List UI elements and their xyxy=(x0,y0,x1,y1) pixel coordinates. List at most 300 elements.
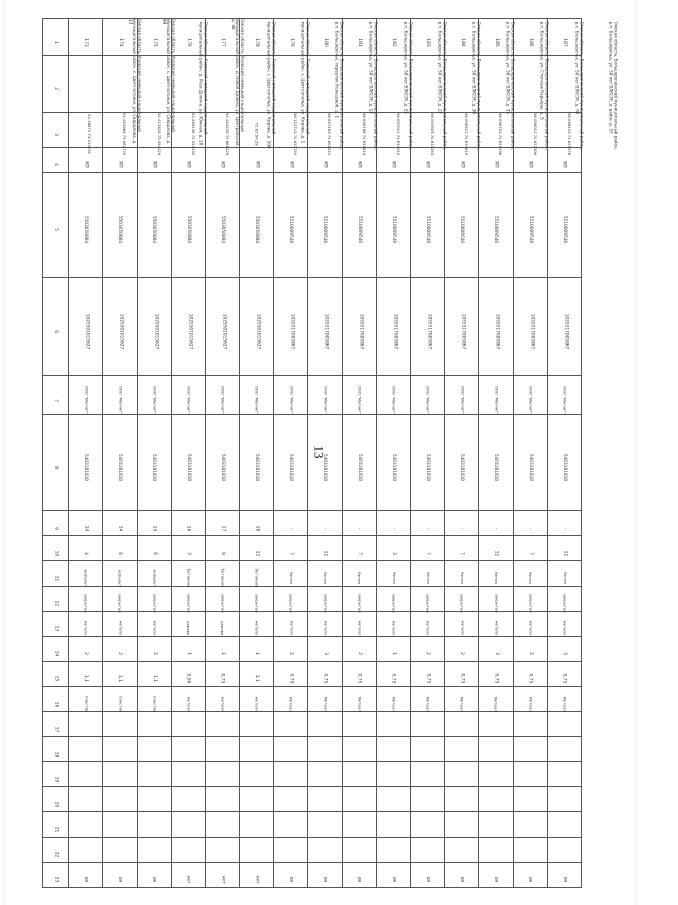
table-field-row xyxy=(43,686,582,711)
table-cell xyxy=(137,837,171,862)
table-cell xyxy=(240,561,274,586)
table-cell xyxy=(240,862,274,887)
cell-text-c15: 0,75 xyxy=(390,673,396,684)
cell-text-coords: 56.097014 74.634010 xyxy=(396,113,402,156)
cell-text-c12: закрытая xyxy=(459,593,465,613)
cell-text-c13: металл xyxy=(118,621,124,636)
table-cell xyxy=(547,787,581,812)
cell-text-type: КП xyxy=(185,161,191,168)
table-cell xyxy=(411,661,445,686)
table-cell xyxy=(171,837,205,862)
cell-text-c14: 3 xyxy=(561,652,567,656)
table-cell xyxy=(274,277,308,375)
table-cell xyxy=(205,586,239,611)
table-cell xyxy=(547,686,581,711)
table-cell xyxy=(513,837,547,862)
table-cell xyxy=(274,661,308,686)
cell-text-c14: 2 xyxy=(151,652,157,656)
table-cell xyxy=(274,686,308,711)
column-number: 21 xyxy=(53,826,59,833)
cell-text-coords: 56.096198 74.633619 xyxy=(361,113,367,156)
cell-text-addr: Омская область, Большереченский муниципальный район, р.п. Большеречье, ул. 50 лет ВЛКСМ, д. район д. 57 xyxy=(608,21,619,150)
cell-text-addr: Омская область, Большереченский муниципальный район, р.п. Большеречье, ул. Степные Карьеры, д. 5 xyxy=(540,21,550,150)
column-number-cell xyxy=(43,511,69,536)
table-field-row xyxy=(43,862,582,887)
cell-text-addr: Омская область, Большереченский муниципальный район, р.п. Большеречье, ул. 50 лет ВЛКСМ, д. 15 xyxy=(403,21,414,150)
cell-text-c10: 9 xyxy=(219,552,225,555)
cell-text-c11: бетон xyxy=(357,572,363,584)
table-cell xyxy=(479,737,513,762)
table-cell xyxy=(513,787,547,812)
table-cell xyxy=(205,277,239,375)
table-cell xyxy=(137,686,171,711)
cell-text-c11: асфальт xyxy=(118,569,124,587)
table-cell xyxy=(274,812,308,837)
table-cell xyxy=(513,636,547,661)
cell-text-c1: 183 xyxy=(425,37,431,47)
table-cell xyxy=(308,862,342,887)
cell-text-ogrn: 1025501015627 xyxy=(255,313,261,350)
column-number-cell xyxy=(43,277,69,375)
cell-text-c11: бетонное xyxy=(254,568,260,588)
table-cell xyxy=(308,712,342,737)
column-number: 20 xyxy=(53,801,59,808)
table-cell xyxy=(342,661,376,686)
column-number: 9 xyxy=(53,526,59,530)
cell-text-c15: 0,75 xyxy=(493,673,499,684)
table-cell xyxy=(342,277,376,375)
table-cell xyxy=(513,172,547,277)
cell-text-coords: 56.097605 74.633263 xyxy=(430,113,436,156)
table-cell xyxy=(547,375,581,414)
cell-text-okved: 5403181810 xyxy=(322,454,328,482)
table-cell xyxy=(513,737,547,762)
cell-text-c14: 3 xyxy=(322,652,328,656)
table-cell xyxy=(411,277,445,375)
table-cell xyxy=(445,762,479,787)
cell-text-c10: 7 xyxy=(288,552,294,555)
table-cell xyxy=(103,837,137,862)
cell-text-c1: 186 xyxy=(527,37,533,47)
cell-text-c13: металл xyxy=(152,621,158,636)
column-number: 19 xyxy=(53,776,59,783)
page-number: 13 xyxy=(311,445,327,459)
cell-text-c23: нет xyxy=(219,875,225,884)
table-cell xyxy=(547,415,581,511)
table-cell xyxy=(445,862,479,887)
cell-text-c23: нет xyxy=(185,875,191,884)
table-cell xyxy=(445,536,479,561)
table-cell xyxy=(376,712,410,737)
cell-text-c1: 179 xyxy=(288,37,294,47)
table-cell xyxy=(103,147,137,172)
cell-text-org: ООО "Магнит" xyxy=(288,385,294,414)
table-cell xyxy=(274,611,308,636)
cell-text-c11: бетон xyxy=(528,572,534,584)
cell-text-coords: 56.097163 74.609224 xyxy=(327,113,333,156)
column-number-cell xyxy=(43,586,69,611)
table-cell xyxy=(376,837,410,862)
table-cell xyxy=(308,787,342,812)
table-cell xyxy=(308,511,342,536)
cell-text-type: КП xyxy=(493,161,499,168)
table-cell xyxy=(137,712,171,737)
cell-text-c1: 181 xyxy=(356,37,362,47)
cell-text-addr: Омская область, Азовский немецкий национальный муниципальный район, с. Цветнополье, ул. Свердлова, д. 99 xyxy=(162,19,177,145)
table-cell xyxy=(308,536,342,561)
table-cell xyxy=(445,172,479,277)
table-cell xyxy=(205,611,239,636)
cell-text-okved: 5403181810 xyxy=(185,454,191,482)
table-cell xyxy=(137,737,171,762)
table-cell xyxy=(342,172,376,277)
table-cell xyxy=(137,762,171,787)
cell-text-org: ООО "Магнит" xyxy=(357,385,363,414)
cell-text-c16: Металл xyxy=(494,696,500,712)
cell-text-addr: Омская область, Большереченский муниципальный район, р.п. Большеречье, ул. 50 лет ВЛКСМ, д. 12 xyxy=(369,21,380,150)
table-cell xyxy=(103,636,137,661)
table-cell xyxy=(240,536,274,561)
table-cell xyxy=(308,561,342,586)
cell-text-c13: металл xyxy=(323,621,329,636)
table-field-row xyxy=(43,737,582,762)
cell-text-addr: Омская область, Большереченский муниципальный район, р.п. Большеречье, ул. 50 лет ВЛКСМ, д. 30 xyxy=(472,21,482,150)
table-cell xyxy=(137,536,171,561)
table-cell xyxy=(171,737,205,762)
table-cell xyxy=(513,762,547,787)
cell-text-addr: Омская область, Азовский немецкий национальный муниципальный район, с. Цветнополье, ул. Кирова, д. 1 xyxy=(301,21,311,144)
table-cell xyxy=(342,511,376,536)
table-cell xyxy=(205,415,239,511)
cell-text-addr: Омская область, Большереченский муниципальный район, р.п. Большеречье, ул. 50 лет ВЛКСМ, д. 70 xyxy=(574,21,585,150)
table-cell xyxy=(547,536,581,561)
table-cell xyxy=(171,611,205,636)
cell-text-coords: 56.098419 74.625578 xyxy=(567,113,573,156)
cell-text-c14: 2 xyxy=(117,652,123,656)
column-number: 5 xyxy=(53,228,59,232)
table-cell xyxy=(171,511,205,536)
table-cell xyxy=(274,172,308,277)
table-cell xyxy=(171,375,205,414)
table-cell xyxy=(274,586,308,611)
table-cell xyxy=(445,586,479,611)
table-cell xyxy=(513,812,547,837)
table-cell xyxy=(103,415,137,511)
table-field-row xyxy=(43,375,582,414)
column-number-cell xyxy=(43,737,69,762)
table-cell xyxy=(103,375,137,414)
cell-text-ogrn: 1055517005867 xyxy=(460,313,466,350)
column-number: 12 xyxy=(53,600,59,607)
table-cell xyxy=(69,737,103,762)
cell-text-c12: закрытая xyxy=(152,593,158,613)
cell-text-c12: закрытая xyxy=(288,593,294,613)
cell-text-c11: асфальт xyxy=(152,569,158,587)
cell-text-c14: 2 xyxy=(459,652,465,656)
cell-text-c12: закрытая xyxy=(425,593,431,613)
table-cell xyxy=(445,375,479,414)
table-cell xyxy=(479,837,513,862)
cell-text-c15: 1,1 xyxy=(117,675,123,683)
cell-text-c1: 176 xyxy=(185,37,191,47)
cell-text-c12: закрытая xyxy=(220,593,226,613)
table-cell xyxy=(103,686,137,711)
cell-text-c9: - xyxy=(288,527,294,530)
table-cell xyxy=(547,611,581,636)
table-cell xyxy=(69,586,103,611)
table-cell xyxy=(513,375,547,414)
column-number-cell xyxy=(43,661,69,686)
cell-text-c15: 0,75 xyxy=(356,673,362,684)
cell-text-c9: - xyxy=(561,527,567,530)
table-cell xyxy=(342,862,376,887)
table-cell xyxy=(479,636,513,661)
cell-text-type: КП xyxy=(83,161,89,168)
cell-text-c1: 185 xyxy=(493,37,499,47)
table-cell xyxy=(376,812,410,837)
table-cell xyxy=(411,172,445,277)
table-cell xyxy=(240,762,274,787)
cell-text-c11: асфальт xyxy=(83,569,89,587)
table-cell xyxy=(411,375,445,414)
table-field-row xyxy=(43,112,582,147)
table-cell xyxy=(445,561,479,586)
cell-text-type: КП xyxy=(219,161,225,168)
cell-text-c10: 7 xyxy=(527,552,533,555)
table-cell xyxy=(479,561,513,586)
table-cell xyxy=(240,686,274,711)
table-cell xyxy=(411,837,445,862)
cell-text-type: КП xyxy=(390,161,396,168)
table-cell xyxy=(69,636,103,661)
table-cell xyxy=(308,737,342,762)
cell-text-org: ООО "Магнит" xyxy=(152,385,158,414)
table-cell xyxy=(411,586,445,611)
cell-text-org: ООО "Магнит" xyxy=(391,385,397,414)
cell-text-c16: пластик xyxy=(118,695,124,712)
table-cell xyxy=(240,837,274,862)
table-cell xyxy=(411,636,445,661)
cell-text-c12: закрытая xyxy=(83,593,89,613)
table-cell xyxy=(342,636,376,661)
table-cell xyxy=(376,737,410,762)
cell-text-ogrn: 1025501015627 xyxy=(152,313,158,350)
cell-text-c9: - xyxy=(322,527,328,530)
cell-text-c11: бетон xyxy=(323,572,329,584)
cell-text-type: КП xyxy=(459,161,465,168)
column-number-cell xyxy=(43,375,69,414)
cell-text-c13: металл xyxy=(83,621,89,636)
table-cell xyxy=(479,586,513,611)
table-cell xyxy=(69,611,103,636)
table-cell xyxy=(171,172,205,277)
column-number-cell xyxy=(43,561,69,586)
table-cell xyxy=(103,787,137,812)
table-cell xyxy=(137,375,171,414)
table-cell xyxy=(479,686,513,711)
column-number: 4 xyxy=(53,163,59,167)
cell-text-type: КП xyxy=(425,161,431,168)
cell-text-c10: 12 xyxy=(254,550,260,557)
cell-text-c1: 175 xyxy=(151,37,157,47)
cell-text-addr: Омская область, Большереченский муниципальный район, р.п. Большеречье, переулок Кольцевой, д. 1 xyxy=(335,21,345,150)
cell-text-type: КП xyxy=(561,161,567,168)
table-cell xyxy=(376,862,410,887)
column-number: 1 xyxy=(53,40,59,44)
table-cell xyxy=(69,712,103,737)
cell-text-c12: закрытая xyxy=(391,593,397,613)
cell-text-ogrn: 1055517005867 xyxy=(323,313,329,350)
cell-text-inn: 5503050884 xyxy=(219,216,225,244)
cell-text-c15: 1,1 xyxy=(151,675,157,683)
table-cell xyxy=(69,862,103,887)
table-field-row xyxy=(43,586,582,611)
table-cell xyxy=(479,375,513,414)
cell-text-inn: 5510009540 xyxy=(459,216,465,244)
table-cell xyxy=(445,277,479,375)
table-cell xyxy=(205,511,239,536)
table-cell xyxy=(342,787,376,812)
cell-text-c9: - xyxy=(493,527,499,530)
column-number-cell xyxy=(43,56,69,113)
table-cell xyxy=(411,762,445,787)
table-field-row xyxy=(43,561,582,586)
table-cell xyxy=(445,712,479,737)
cell-text-c13: металл xyxy=(391,621,397,636)
table-cell xyxy=(274,511,308,536)
table-cell xyxy=(205,172,239,277)
column-number: 18 xyxy=(53,751,59,758)
cell-text-inn: 5503050884 xyxy=(83,216,89,244)
table-cell xyxy=(69,686,103,711)
table-cell xyxy=(103,172,137,277)
cell-text-c15: 0,75 xyxy=(425,673,431,684)
cell-text-inn: 5510009540 xyxy=(390,216,396,244)
cell-text-ogrn: 1025501015627 xyxy=(84,313,90,350)
table-cell xyxy=(274,415,308,511)
table-cell xyxy=(479,787,513,812)
table-cell xyxy=(445,787,479,812)
table-cell xyxy=(342,536,376,561)
cell-text-c10: 11 xyxy=(322,550,328,557)
cell-text-c13: дерево xyxy=(186,621,192,636)
table-cell xyxy=(103,661,137,686)
cell-text-c9: 16 xyxy=(185,525,191,532)
cell-text-c10: 3 xyxy=(390,552,396,555)
table-cell xyxy=(240,661,274,686)
table-cell xyxy=(308,812,342,837)
table-field-row xyxy=(43,762,582,787)
cell-text-addr: Омская область, Азовский немецкий национальный муниципальный район, д. Новая Долина, ул. Центральная, д. 48 xyxy=(230,19,245,148)
table-cell xyxy=(69,536,103,561)
table-cell xyxy=(137,787,171,812)
table-cell xyxy=(411,611,445,636)
table-cell xyxy=(240,636,274,661)
table-cell xyxy=(103,812,137,837)
table-cell xyxy=(171,636,205,661)
table-cell xyxy=(171,561,205,586)
column-number-cell xyxy=(43,787,69,812)
cell-text-c14: 3 xyxy=(493,652,499,656)
table-cell xyxy=(376,661,410,686)
table-cell xyxy=(137,277,171,375)
table-cell xyxy=(205,837,239,862)
cell-text-inn: 5510009540 xyxy=(356,216,362,244)
cell-text-c1: 187 xyxy=(561,37,567,47)
table-cell xyxy=(547,636,581,661)
cell-text-c12: закрытая xyxy=(528,593,534,613)
cell-text-c11: бетон xyxy=(494,572,500,584)
table-cell xyxy=(445,686,479,711)
table-cell xyxy=(274,862,308,887)
table-cell xyxy=(137,862,171,887)
cell-text-c13: металл xyxy=(425,621,431,636)
cell-text-coords: 54.260436 72.593432 xyxy=(190,113,196,156)
table-cell xyxy=(171,812,205,837)
table-cell xyxy=(69,415,103,511)
table-cell xyxy=(342,686,376,711)
table-cell xyxy=(240,415,274,511)
table-cell xyxy=(171,762,205,787)
cell-text-c12: закрытая xyxy=(562,593,568,613)
table-cell xyxy=(103,862,137,887)
table-cell xyxy=(171,686,205,711)
table-cell xyxy=(69,511,103,536)
cell-text-c15: 0,75 xyxy=(527,673,533,684)
cell-text-coords: 54.16874 73.013232 xyxy=(87,114,93,155)
table-cell xyxy=(205,147,239,172)
table-cell xyxy=(411,812,445,837)
table-cell xyxy=(479,661,513,686)
table-cell xyxy=(479,536,513,561)
cell-text-c10: 7 xyxy=(425,552,431,555)
table-cell xyxy=(205,536,239,561)
cell-text-c16: металл xyxy=(254,696,260,711)
cell-text-okved: 5403181810 xyxy=(425,454,431,482)
cell-text-c11: бетон xyxy=(562,572,568,584)
cell-text-coords: 56.096703 74.629496 xyxy=(498,113,504,156)
cell-text-c14: 2 xyxy=(356,652,362,656)
column-number-cell xyxy=(43,536,69,561)
table-cell xyxy=(103,611,137,636)
table-cell xyxy=(137,511,171,536)
cell-text-ogrn: 1055517005867 xyxy=(289,313,295,350)
table-cell xyxy=(103,586,137,611)
table-cell xyxy=(274,561,308,586)
table-cell xyxy=(547,837,581,862)
cell-text-c9: 14 xyxy=(117,525,123,532)
table-cell xyxy=(376,787,410,812)
cell-text-c1: 178 xyxy=(254,37,260,47)
cell-text-c13: металл xyxy=(494,621,500,636)
table-cell xyxy=(240,277,274,375)
cell-text-c13: металл xyxy=(254,621,260,636)
cell-text-c13: металл xyxy=(357,621,363,636)
cell-text-ogrn: 1055517005867 xyxy=(528,313,534,350)
table-cell xyxy=(479,611,513,636)
cell-text-coords: 54.412828 73.094429 xyxy=(156,113,162,156)
table-cell xyxy=(205,661,239,686)
table-cell xyxy=(513,586,547,611)
table-cell xyxy=(513,686,547,711)
cell-text-c14: 1 xyxy=(219,652,225,656)
table-cell xyxy=(137,172,171,277)
table-cell xyxy=(137,147,171,172)
cell-text-type: КП xyxy=(288,161,294,168)
cell-text-c23: да xyxy=(117,876,123,883)
table-cell xyxy=(137,586,171,611)
cell-text-c11: бетонное xyxy=(186,568,192,588)
